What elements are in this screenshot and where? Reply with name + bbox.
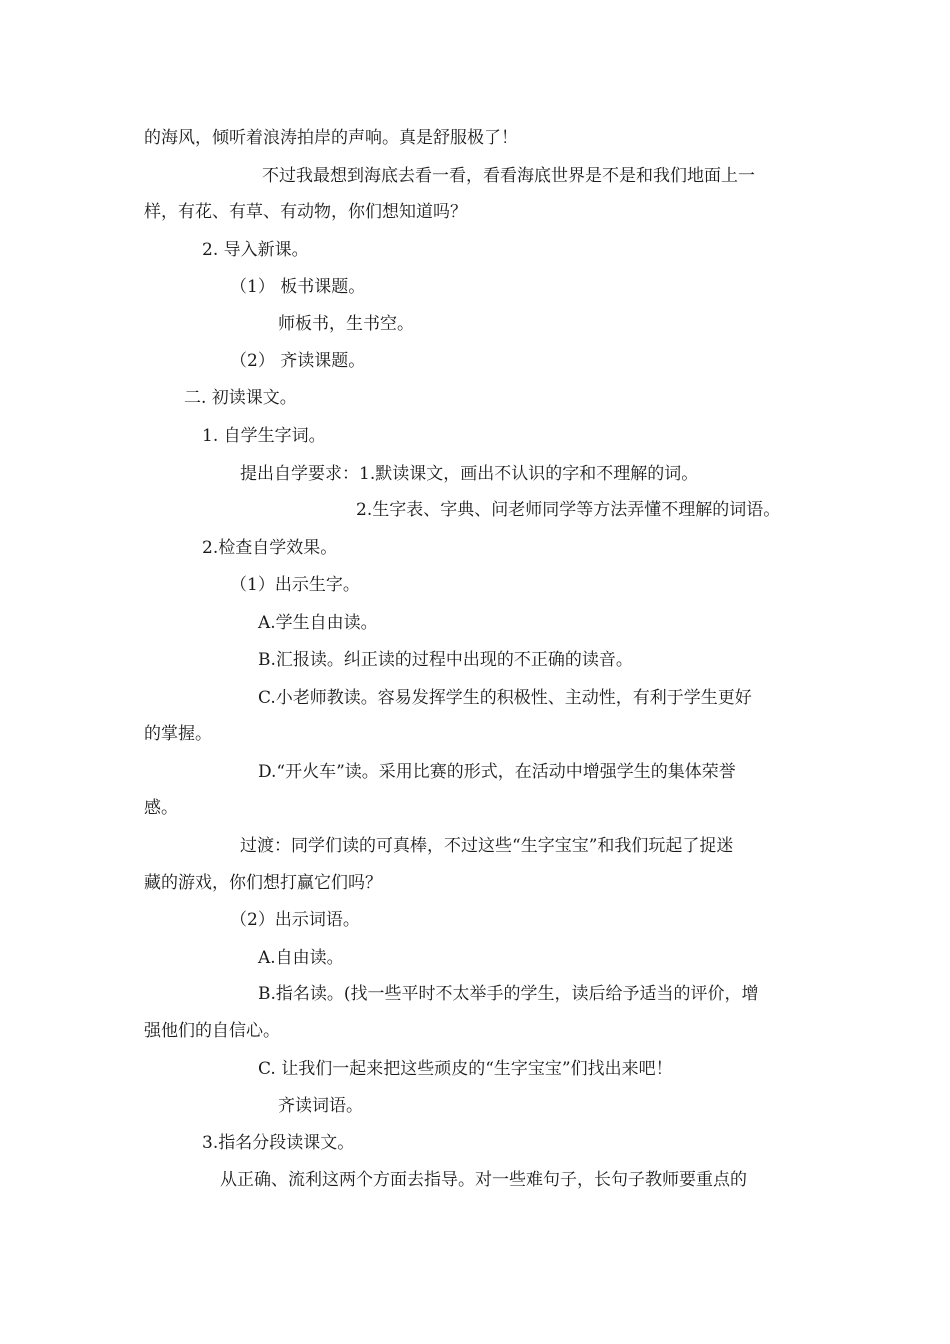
text-line: C.小老师教读。容易发挥学生的积极性、主动性，有利于学生更好 (258, 688, 752, 708)
text-line: 过渡：同学们读的可真棒，不过这些“生字宝宝”和我们玩起了捉迷 (240, 836, 734, 856)
text-line: B.汇报读。纠正读的过程中出现的不正确的读音。 (258, 650, 633, 670)
text-line: （1）出示生字。 (230, 575, 360, 595)
text-line: 藏的游戏，你们想打赢它们吗？ (144, 873, 382, 893)
text-line: A.学生自由读。 (258, 613, 378, 633)
text-line: 2. 导入新课。 (202, 240, 309, 260)
text-line: 提出自学要求：1.默读课文，画出不认识的字和不理解的词。 (240, 464, 699, 484)
text-line: （2）出示词语。 (230, 910, 360, 930)
text-line: B.指名读。(找一些平时不太举手的学生，读后给予适当的评价，增 (258, 984, 759, 1004)
text-line: A.自由读。 (258, 948, 344, 968)
text-line: 齐读词语。 (278, 1096, 363, 1116)
text-line: 2.生字表、字典、问老师同学等方法弄懂不理解的词语。 (356, 500, 781, 520)
text-line: 从正确、流利这两个方面去指导。对一些难句子，长句子教师要重点的 (220, 1170, 747, 1190)
text-line: D.“开火车”读。采用比赛的形式，在活动中增强学生的集体荣誉 (258, 762, 736, 782)
text-line: 样，有花、有草、有动物，你们想知道吗？ (144, 202, 467, 222)
text-line: 师板书，生书空。 (278, 314, 414, 334)
text-line: 强他们的自信心。 (144, 1021, 280, 1041)
text-line: 感。 (144, 798, 178, 818)
text-line: C. 让我们一起来把这些顽皮的“生字宝宝”们找出来吧！ (258, 1059, 673, 1079)
text-line: 的掌握。 (144, 724, 212, 744)
text-line: 不过我最想到海底去看一看，看看海底世界是不是和我们地面上一 (262, 166, 755, 186)
text-line: 2.检查自学效果。 (202, 538, 338, 558)
text-line: （2） 齐读课题。 (230, 351, 366, 371)
text-line: 的海风，倾听着浪涛拍岸的声响。真是舒服极了！ (144, 128, 518, 148)
section-heading: 二. 初读课文。 (184, 388, 297, 408)
text-line: 3.指名分段读课文。 (202, 1133, 355, 1153)
text-line: 1. 自学生字词。 (202, 426, 326, 446)
text-line: （1） 板书课题。 (230, 277, 366, 297)
